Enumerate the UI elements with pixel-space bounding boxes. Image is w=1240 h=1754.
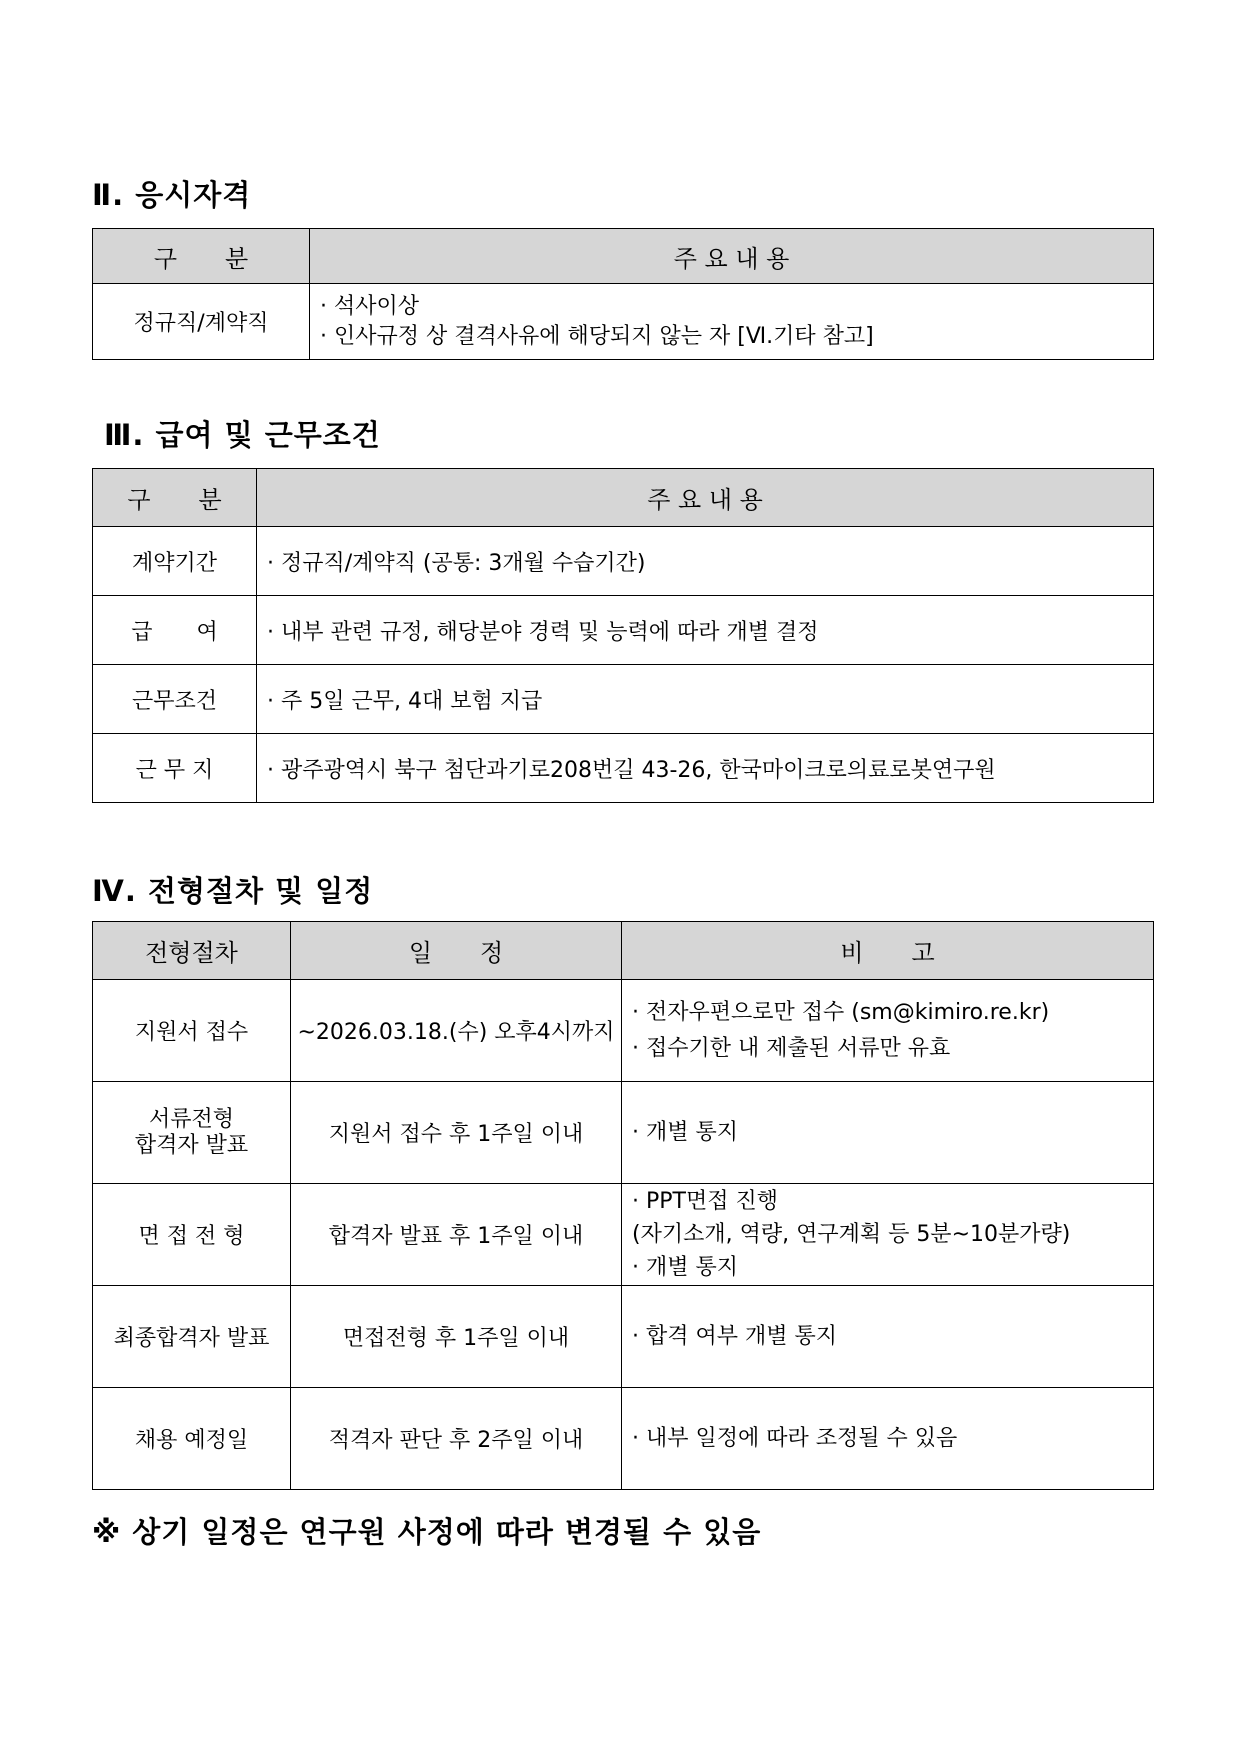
row-step: 최종합격자 발표 [93,1286,291,1388]
row-category: 근무조건 [93,665,257,734]
header-content: 주 요 내 용 [257,469,1154,527]
header-content: 주 요 내 용 [310,229,1154,284]
qualification-table [92,228,1154,360]
header-notes: 비 고 [622,922,1154,980]
selection-process-table [92,921,1154,1490]
list-item: · 합격 여부 개별 통지 [632,1323,837,1349]
table-row [93,980,1154,1082]
list-item: · 전자우편으로만 접수 (sm@kimiro.re.kr) [632,999,1050,1025]
row-schedule: ~2026.03.18.(수) 오후4시까지 [291,980,622,1082]
row-category: 급 여 [93,596,257,665]
row-step: 지원서 접수 [93,980,291,1082]
table-row [93,1082,1154,1184]
header-category: 구 분 [93,469,257,527]
row-category: 근 무 지 [93,734,257,803]
list-item: · 인사규정 상 결격사유에 해당되지 않는 자 [Ⅵ.기타 참고] [320,323,874,349]
list-item: · 석사이상 [320,293,419,319]
row-schedule: 면접전형 후 1주일 이내 [291,1286,622,1388]
header-category: 구 분 [93,229,310,284]
header-schedule: 일 정 [291,922,622,980]
row-category: 계약기간 [93,527,257,596]
row-category: 정규직/계약직 [93,284,310,360]
section-4-title: Ⅳ. 전형절차 및 일정 [92,874,374,908]
row-content: · 내부 관련 규정, 해당분야 경력 및 능력에 따라 개별 결정 [257,596,1154,665]
table-row [93,527,1154,596]
table-row [93,1286,1154,1388]
table-row [93,734,1154,803]
row-schedule: 지원서 접수 후 1주일 이내 [291,1082,622,1184]
section-3-title: Ⅲ. 급여 및 근무조건 [104,418,381,452]
list-item: · 접수기한 내 제출된 서류만 유효 [632,1035,951,1061]
table-row [93,1388,1154,1490]
list-item: · PPT면접 진행 [632,1189,778,1214]
table-row [93,284,1154,360]
table-row [93,596,1154,665]
table-row [93,665,1154,734]
row-content: · 정규직/계약직 (공통: 3개월 수습기간) [257,527,1154,596]
salary-conditions-table [92,468,1154,803]
row-step-line: 서류전형 [148,1106,234,1132]
table-row [93,1184,1154,1286]
list-item: · 개별 통지 [632,1255,738,1280]
row-content: · 광주광역시 북구 첨단과기로208번길 43-26, 한국마이크로의료로봇연구원 [257,734,1154,803]
schedule-change-note: ※ 상기 일정은 연구원 사정에 따라 변경될 수 있음 [92,1515,762,1549]
section-2-title: Ⅱ. 응시자격 [92,178,252,212]
row-step-line: 합격자 발표 [134,1132,249,1158]
row-schedule: 적격자 판단 후 2주일 이내 [291,1388,622,1490]
list-item: · 개별 통지 [632,1119,738,1145]
row-schedule: 합격자 발표 후 1주일 이내 [291,1184,622,1286]
row-step: 면 접 전 형 [93,1184,291,1286]
header-step: 전형절차 [93,922,291,980]
list-item: (자기소개, 역량, 연구계획 등 5분~10분가량) [632,1222,1071,1247]
list-item: · 내부 일정에 따라 조정될 수 있음 [632,1425,958,1451]
row-content: · 주 5일 근무, 4대 보험 지급 [257,665,1154,734]
row-step: 채용 예정일 [93,1388,291,1490]
